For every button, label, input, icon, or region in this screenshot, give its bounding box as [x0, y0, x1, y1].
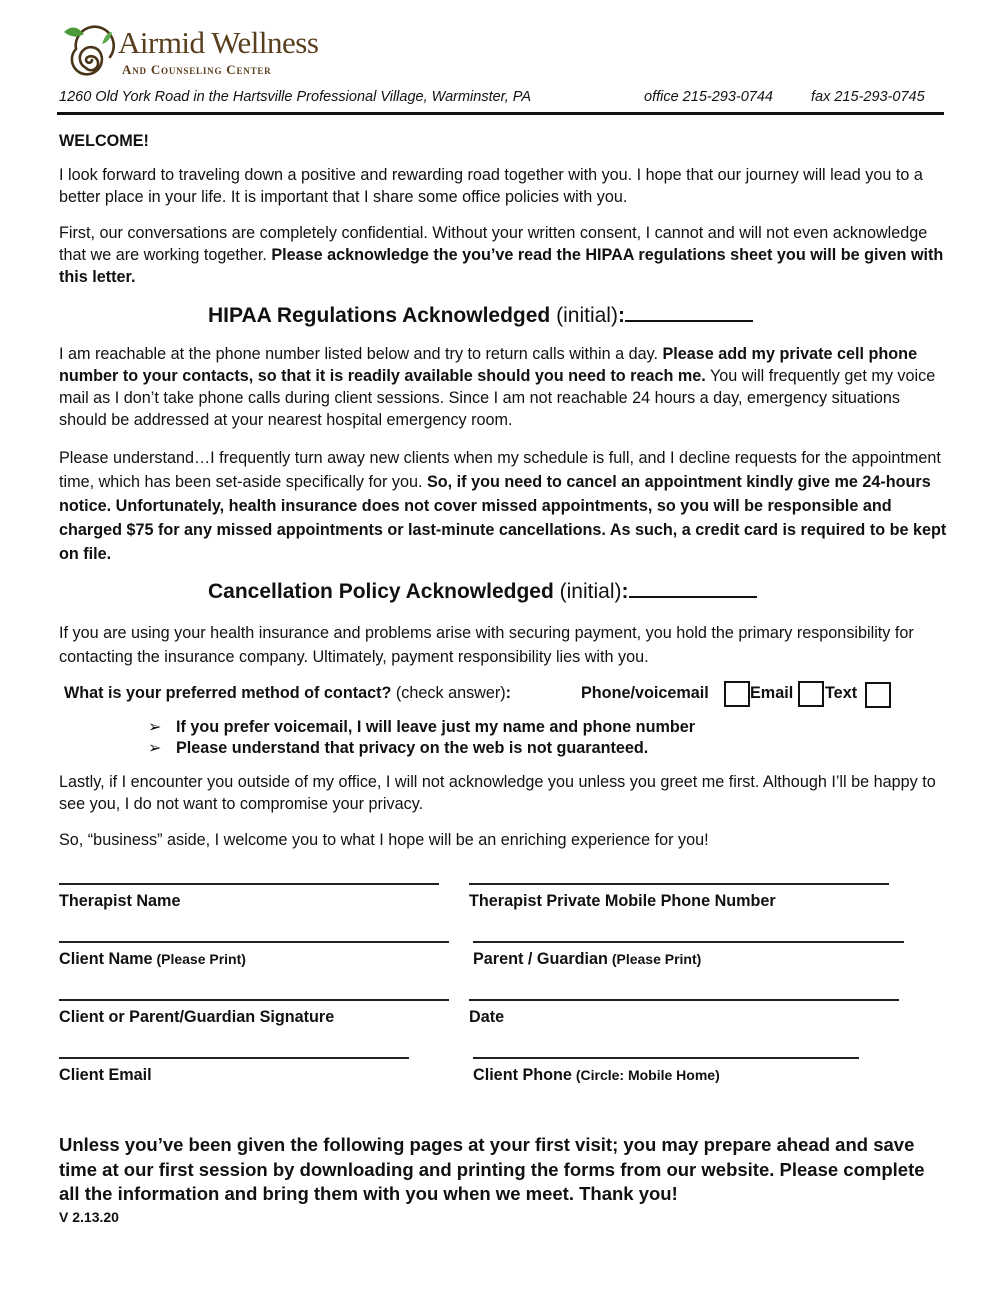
date-field[interactable]	[469, 999, 899, 1027]
guardian-name-hint: (Please Print)	[607, 951, 702, 967]
therapist-phone-line[interactable]	[469, 883, 889, 885]
client-name-label	[59, 949, 449, 969]
availability-instruction: Please add my private cell phone number to your contacts, so that it is readily available should you need to reach me.	[59, 345, 918, 385]
arrow-bullet-icon: ➢	[148, 739, 162, 757]
client-phone-label	[473, 1065, 859, 1085]
confidentiality-text: First, our conversations are completely confidential. Without your written consent, I cannot and will not even acknowledge that we are working together.	[59, 224, 928, 264]
logo-name: Airmid Wellness	[118, 25, 319, 60]
hipaa-ack-label: HIPAA Regulations Acknowledged	[208, 304, 551, 327]
availability-text-1: I am reachable at the phone number listed below and try to return calls within a day.	[59, 345, 663, 363]
contact-preference-question	[64, 682, 511, 704]
arrow-bullet-icon: ➢	[148, 718, 162, 736]
therapist-name-line[interactable]	[59, 883, 439, 885]
client-name-hint: (Please Print)	[152, 951, 246, 967]
list-item	[148, 738, 695, 759]
guardian-name-line[interactable]	[473, 941, 904, 943]
client-name-label-text: Client Name	[59, 950, 153, 968]
client-email-line[interactable]	[59, 1057, 409, 1059]
client-phone-field[interactable]	[473, 1057, 859, 1085]
client-email-label: Client Email	[59, 1066, 152, 1084]
cancel-ack-label: Cancellation Policy Acknowledged	[208, 580, 554, 603]
logo	[58, 20, 328, 86]
hipaa-initial-field[interactable]	[625, 302, 753, 322]
client-phone-type-hint: (Circle: Mobile Home)	[571, 1067, 720, 1083]
contact-question: What is your preferred method of contact?	[64, 684, 392, 702]
email-checkbox[interactable]	[798, 681, 824, 707]
therapist-name-field[interactable]	[59, 883, 439, 911]
contact-colon: :	[505, 684, 512, 702]
spiral-leaf-logo-icon	[58, 20, 124, 86]
cancellation-text: Please understand…I frequently turn away new clients when my schedule is full, and I decline requests for the appointment time, which has been set-aside specifically for you.	[59, 449, 941, 491]
bullet-text: Please understand that privacy on the web is not guaranteed.	[176, 739, 649, 757]
welcome-heading: WELCOME!	[59, 132, 149, 150]
guardian-name-label-text: Parent / Guardian	[473, 950, 608, 968]
phone-voicemail-checkbox[interactable]	[724, 681, 750, 707]
client-name-field[interactable]	[59, 941, 449, 969]
client-name-line[interactable]	[59, 941, 449, 943]
client-phone-label-text: Client Phone	[473, 1066, 572, 1084]
signature-line[interactable]	[59, 999, 449, 1001]
option-phone-voicemail-label: Phone/voicemail	[581, 684, 709, 702]
guardian-name-label	[473, 949, 904, 969]
header-divider	[57, 112, 944, 115]
signature-field[interactable]	[59, 999, 449, 1027]
office-address: 1260 Old York Road in the Hartsville Professional Village, Warminster, PA	[59, 89, 532, 105]
fax-number: fax 215-293-0745	[811, 89, 925, 105]
availability-paragraph	[59, 343, 949, 431]
cancellation-paragraph	[59, 446, 949, 566]
logo-subtitle: And Counseling Center	[122, 62, 272, 77]
privacy-paragraph: Lastly, if I encounter you outside of my office, I will not acknowledge you unless you greet me first. Although I’ll be happy to see you, I do not want to compromise your privacy.	[59, 773, 936, 813]
hipaa-instruction: Please acknowledge the you’ve read the HIPAA regulations sheet you will be given with this letter.	[59, 246, 944, 286]
bullet-text: If you prefer voicemail, I will leave just my name and phone number	[176, 718, 696, 736]
therapist-name-label: Therapist Name	[59, 892, 181, 910]
cancel-ack-colon: :	[621, 580, 629, 603]
contact-notes-list	[148, 717, 695, 759]
client-phone-line[interactable]	[473, 1057, 859, 1059]
signature-label: Client or Parent/Guardian Signature	[59, 1008, 335, 1026]
option-email-label: Email	[750, 684, 794, 702]
availability-text-2: You will frequently get my voice mail as I don’t take phone calls during client sessions. Since I am not reachable 24 hours a day, emergency situations should be addressed at your nearest hospital emergency room.	[59, 367, 936, 429]
hipaa-ack-colon: :	[617, 304, 625, 327]
forms-instruction: Unless you’ve been given the following pages at your first visit; you may prepare ahead and save time at our first session by downloading and printing the forms from our website. Please complete all the information and bring them with you when we meet. Thank you!	[59, 1134, 925, 1204]
hipaa-acknowledgement	[208, 302, 753, 329]
hipaa-ack-hint: (initial)	[550, 304, 618, 327]
date-label: Date	[469, 1008, 505, 1026]
cancellation-initial-field[interactable]	[629, 578, 757, 598]
confidentiality-paragraph	[59, 222, 949, 288]
guardian-name-field[interactable]	[473, 941, 904, 969]
cancel-ack-hint: (initial)	[553, 580, 622, 603]
list-item	[148, 717, 695, 738]
intro-paragraph: I look forward to traveling down a positive and rewarding road together with you. I hope that our journey will lead you to a better place in your life. It is important that I share some office policies with you.	[59, 166, 923, 206]
cancellation-acknowledgement	[208, 578, 757, 605]
contact-hint: (check answer)	[391, 684, 506, 702]
text-checkbox[interactable]	[865, 682, 891, 708]
option-text-label: Text	[825, 684, 858, 702]
document-version: V 2.13.20	[59, 1209, 119, 1225]
cancellation-policy: So, if you need to cancel an appointment kindly give me 24-hours notice. Unfortunately, health insurance does not cover missed appointments, so you will be responsible and charged $75 for any missed appointments or last-minute cancellations. As such, a credit card is required to be kept on file.	[59, 473, 947, 563]
closing-welcome-paragraph: So, “business” aside, I welcome you to what I hope will be an enriching experience for you!	[59, 831, 709, 849]
therapist-phone-label: Therapist Private Mobile Phone Number	[469, 892, 776, 910]
therapist-phone-field[interactable]	[469, 883, 889, 911]
client-email-field[interactable]	[59, 1057, 409, 1085]
office-phone: office 215-293-0744	[644, 89, 773, 105]
contact-info-line	[59, 89, 943, 109]
date-line[interactable]	[469, 999, 899, 1001]
insurance-paragraph: If you are using your health insurance and problems arise with securing payment, you hold the primary responsibility for contacting the insurance company. Ultimately, payment responsibility lies with you.	[59, 624, 914, 666]
